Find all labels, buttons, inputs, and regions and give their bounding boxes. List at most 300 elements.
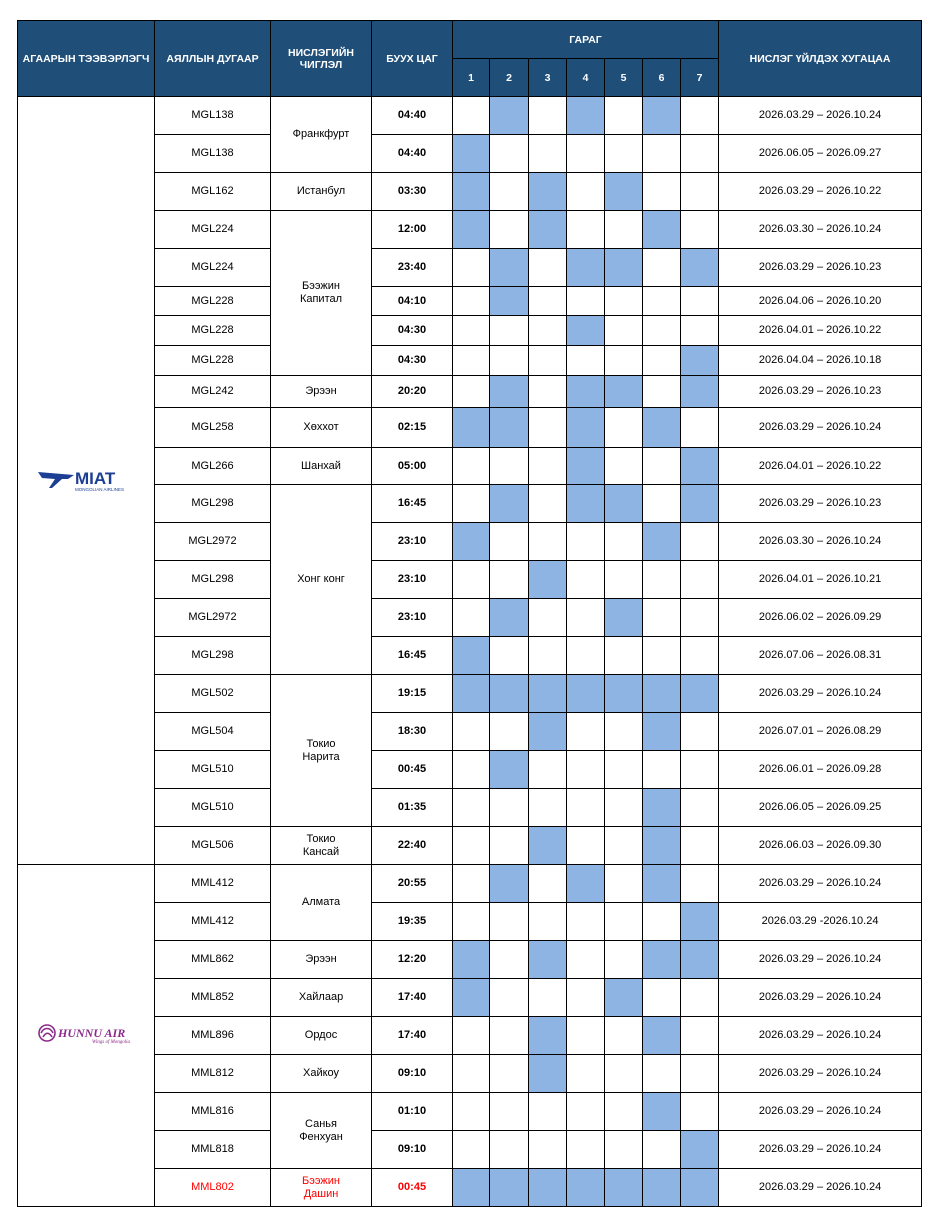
operating-period-cell: 2026.03.29 – 2026.10.22 bbox=[719, 173, 922, 211]
arrival-time-cell: 23:10 bbox=[372, 523, 453, 561]
weekday-4-cell bbox=[567, 523, 605, 561]
day-header: 5 bbox=[605, 59, 643, 97]
flight-number-cell: MML802 bbox=[155, 1169, 271, 1207]
weekday-7-cell bbox=[681, 376, 719, 408]
arrival-time-cell: 09:10 bbox=[372, 1055, 453, 1093]
weekday-2-cell bbox=[490, 1169, 529, 1207]
weekday-1-cell bbox=[453, 675, 490, 713]
weekday-1-cell bbox=[453, 1017, 490, 1055]
col-header-dep-time: БУУХ ЦАГ bbox=[372, 21, 453, 97]
weekday-3-cell bbox=[529, 1093, 567, 1131]
weekday-5-cell bbox=[605, 865, 643, 903]
weekday-3-cell bbox=[529, 448, 567, 485]
weekday-2-cell bbox=[490, 1017, 529, 1055]
weekday-2-cell bbox=[490, 561, 529, 599]
weekday-6-cell bbox=[643, 979, 681, 1017]
destination-label: Бээжин Дашин bbox=[301, 1174, 341, 1200]
weekday-6-cell bbox=[643, 249, 681, 287]
weekday-4-cell bbox=[567, 346, 605, 376]
weekday-6-cell bbox=[643, 448, 681, 485]
operating-period-cell: 2026.06.05 – 2026.09.27 bbox=[719, 135, 922, 173]
weekday-5-cell bbox=[605, 1169, 643, 1207]
col-header-route: НИСЛЭГИЙН ЧИГЛЭЛ bbox=[271, 21, 372, 97]
weekday-5-cell bbox=[605, 903, 643, 941]
arrival-time-cell: 04:40 bbox=[372, 97, 453, 135]
operating-period-cell: 2026.03.29 – 2026.10.24 bbox=[719, 1169, 922, 1207]
arrival-time-cell: 03:30 bbox=[372, 173, 453, 211]
flight-number-cell: MGL228 bbox=[155, 287, 271, 316]
weekday-6-cell bbox=[643, 941, 681, 979]
weekday-5-cell bbox=[605, 448, 643, 485]
weekday-1-cell bbox=[453, 1131, 490, 1169]
weekday-2-cell bbox=[490, 287, 529, 316]
hunnu-air-logo bbox=[36, 1022, 136, 1050]
arrival-time-cell: 02:15 bbox=[372, 408, 453, 448]
arrival-time-cell: 18:30 bbox=[372, 713, 453, 751]
weekday-1-cell bbox=[453, 979, 490, 1017]
destination-cell bbox=[271, 675, 372, 827]
destination-cell bbox=[271, 1169, 372, 1207]
flight-number-cell: MML862 bbox=[155, 941, 271, 979]
weekday-4-cell bbox=[567, 561, 605, 599]
weekday-5-cell bbox=[605, 561, 643, 599]
weekday-1-cell bbox=[453, 376, 490, 408]
weekday-7-cell bbox=[681, 637, 719, 675]
weekday-5-cell bbox=[605, 249, 643, 287]
flight-number-cell: MGL138 bbox=[155, 135, 271, 173]
weekday-4-cell bbox=[567, 1131, 605, 1169]
arrival-time-cell: 00:45 bbox=[372, 751, 453, 789]
destination-label: Санья Фенхуан bbox=[299, 1117, 343, 1143]
operating-period-cell: 2026.03.29 – 2026.10.24 bbox=[719, 675, 922, 713]
arrival-time-cell: 17:40 bbox=[372, 979, 453, 1017]
operating-period-cell: 2026.04.01 – 2026.10.22 bbox=[719, 316, 922, 346]
weekday-3-cell bbox=[529, 561, 567, 599]
weekday-3-cell bbox=[529, 637, 567, 675]
flight-number-cell: MGL504 bbox=[155, 713, 271, 751]
hunnu-wordmark: HUNNU AIR bbox=[58, 1025, 126, 1040]
destination-cell bbox=[271, 1093, 372, 1169]
destination-cell bbox=[271, 408, 372, 448]
day-header: 6 bbox=[643, 59, 681, 97]
weekday-5-cell bbox=[605, 637, 643, 675]
weekday-3-cell bbox=[529, 827, 567, 865]
destination-label: Хайкоу bbox=[302, 1067, 340, 1079]
weekday-6-cell bbox=[643, 903, 681, 941]
weekday-7-cell bbox=[681, 827, 719, 865]
weekday-6-cell bbox=[643, 713, 681, 751]
destination-label: Токио Кансай bbox=[302, 832, 340, 858]
weekday-6-cell bbox=[643, 1017, 681, 1055]
weekday-7-cell bbox=[681, 316, 719, 346]
weekday-3-cell bbox=[529, 1131, 567, 1169]
destination-cell bbox=[271, 485, 372, 675]
weekday-3-cell bbox=[529, 1017, 567, 1055]
weekday-6-cell bbox=[643, 485, 681, 523]
weekday-5-cell bbox=[605, 979, 643, 1017]
weekday-2-cell bbox=[490, 346, 529, 376]
weekday-3-cell bbox=[529, 599, 567, 637]
weekday-4-cell bbox=[567, 941, 605, 979]
weekday-7-cell bbox=[681, 1131, 719, 1169]
weekday-4-cell bbox=[567, 599, 605, 637]
flight-number-cell: MGL224 bbox=[155, 249, 271, 287]
weekday-7-cell bbox=[681, 561, 719, 599]
weekday-6-cell bbox=[643, 561, 681, 599]
flight-number-cell: MGL266 bbox=[155, 448, 271, 485]
weekday-6-cell bbox=[643, 376, 681, 408]
arrival-time-cell: 04:30 bbox=[372, 316, 453, 346]
operating-period-cell: 2026.04.04 – 2026.10.18 bbox=[719, 346, 922, 376]
destination-cell bbox=[271, 97, 372, 173]
weekday-5-cell bbox=[605, 211, 643, 249]
weekday-4-cell bbox=[567, 789, 605, 827]
miat-logo bbox=[36, 466, 136, 496]
flight-number-cell: MGL224 bbox=[155, 211, 271, 249]
weekday-1-cell bbox=[453, 173, 490, 211]
weekday-2-cell bbox=[490, 448, 529, 485]
flight-number-cell: MGL242 bbox=[155, 376, 271, 408]
weekday-5-cell bbox=[605, 827, 643, 865]
arrival-time-cell: 23:10 bbox=[372, 561, 453, 599]
weekday-6-cell bbox=[643, 1131, 681, 1169]
flight-number-cell: MML896 bbox=[155, 1017, 271, 1055]
weekday-7-cell bbox=[681, 287, 719, 316]
weekday-7-cell bbox=[681, 448, 719, 485]
destination-label: Хонг конг bbox=[297, 573, 345, 585]
day-header: 3 bbox=[529, 59, 567, 97]
weekday-3-cell bbox=[529, 485, 567, 523]
weekday-4-cell bbox=[567, 675, 605, 713]
arrival-time-cell: 09:10 bbox=[372, 1131, 453, 1169]
weekday-1-cell bbox=[453, 249, 490, 287]
weekday-4-cell bbox=[567, 173, 605, 211]
weekday-7-cell bbox=[681, 97, 719, 135]
operating-period-cell: 2026.03.29 – 2026.10.24 bbox=[719, 97, 922, 135]
weekday-4-cell bbox=[567, 751, 605, 789]
weekday-1-cell bbox=[453, 827, 490, 865]
weekday-1-cell bbox=[453, 941, 490, 979]
weekday-5-cell bbox=[605, 173, 643, 211]
weekday-1-cell bbox=[453, 97, 490, 135]
weekday-1-cell bbox=[453, 789, 490, 827]
weekday-2-cell bbox=[490, 941, 529, 979]
weekday-7-cell bbox=[681, 599, 719, 637]
weekday-7-cell bbox=[681, 751, 719, 789]
weekday-7-cell bbox=[681, 249, 719, 287]
arrival-time-cell: 12:00 bbox=[372, 211, 453, 249]
destination-cell bbox=[271, 376, 372, 408]
weekday-1-cell bbox=[453, 485, 490, 523]
arrival-time-cell: 01:35 bbox=[372, 789, 453, 827]
weekday-5-cell bbox=[605, 1093, 643, 1131]
weekday-2-cell bbox=[490, 408, 529, 448]
weekday-2-cell bbox=[490, 97, 529, 135]
weekday-2-cell bbox=[490, 1093, 529, 1131]
weekday-5-cell bbox=[605, 97, 643, 135]
operating-period-cell: 2026.03.29 -2026.10.24 bbox=[719, 903, 922, 941]
destination-cell bbox=[271, 941, 372, 979]
weekday-3-cell bbox=[529, 408, 567, 448]
destination-label: Эрээн bbox=[305, 953, 337, 965]
weekday-4-cell bbox=[567, 97, 605, 135]
weekday-5-cell bbox=[605, 408, 643, 448]
weekday-4-cell bbox=[567, 1093, 605, 1131]
operating-period-cell: 2026.07.01 – 2026.08.29 bbox=[719, 713, 922, 751]
airline-cell-hunnu bbox=[18, 865, 155, 1207]
weekday-4-cell bbox=[567, 376, 605, 408]
weekday-7-cell bbox=[681, 485, 719, 523]
weekday-4-cell bbox=[567, 287, 605, 316]
weekday-2-cell bbox=[490, 599, 529, 637]
destination-label: Бээжин Капитал bbox=[299, 280, 343, 305]
weekday-7-cell bbox=[681, 173, 719, 211]
weekday-2-cell bbox=[490, 1131, 529, 1169]
destination-cell bbox=[271, 1055, 372, 1093]
flight-number-cell: MGL298 bbox=[155, 637, 271, 675]
weekday-6-cell bbox=[643, 211, 681, 249]
weekday-5-cell bbox=[605, 941, 643, 979]
destination-cell bbox=[271, 979, 372, 1017]
operating-period-cell: 2026.03.29 – 2026.10.23 bbox=[719, 249, 922, 287]
weekday-3-cell bbox=[529, 903, 567, 941]
arrival-time-cell: 04:40 bbox=[372, 135, 453, 173]
weekday-5-cell bbox=[605, 316, 643, 346]
weekday-3-cell bbox=[529, 376, 567, 408]
destination-label: Хөххот bbox=[303, 421, 339, 433]
arrival-time-cell: 20:55 bbox=[372, 865, 453, 903]
flight-number-cell: MGL510 bbox=[155, 751, 271, 789]
operating-period-cell: 2026.03.29 – 2026.10.24 bbox=[719, 1131, 922, 1169]
weekday-4-cell bbox=[567, 903, 605, 941]
weekday-4-cell bbox=[567, 1055, 605, 1093]
weekday-4-cell bbox=[567, 713, 605, 751]
table-row bbox=[18, 865, 922, 903]
flight-number-cell: MGL2972 bbox=[155, 599, 271, 637]
weekday-6-cell bbox=[643, 408, 681, 448]
operating-period-cell: 2026.03.30 – 2026.10.24 bbox=[719, 211, 922, 249]
operating-period-cell: 2026.03.29 – 2026.10.24 bbox=[719, 941, 922, 979]
hunnu-subtitle: Wings of Mongolia bbox=[92, 1039, 131, 1045]
flight-number-cell: MML818 bbox=[155, 1131, 271, 1169]
weekday-6-cell bbox=[643, 637, 681, 675]
weekday-6-cell bbox=[643, 346, 681, 376]
weekday-1-cell bbox=[453, 637, 490, 675]
weekday-2-cell bbox=[490, 523, 529, 561]
weekday-2-cell bbox=[490, 211, 529, 249]
arrival-time-cell: 19:35 bbox=[372, 903, 453, 941]
weekday-1-cell bbox=[453, 865, 490, 903]
weekday-6-cell bbox=[643, 523, 681, 561]
weekday-4-cell bbox=[567, 135, 605, 173]
weekday-6-cell bbox=[643, 751, 681, 789]
weekday-7-cell bbox=[681, 865, 719, 903]
weekday-7-cell bbox=[681, 523, 719, 561]
operating-period-cell: 2026.03.29 – 2026.10.24 bbox=[719, 1093, 922, 1131]
weekday-3-cell bbox=[529, 789, 567, 827]
weekday-3-cell bbox=[529, 1055, 567, 1093]
weekday-6-cell bbox=[643, 173, 681, 211]
arrival-time-cell: 16:45 bbox=[372, 637, 453, 675]
weekday-2-cell bbox=[490, 316, 529, 346]
weekday-4-cell bbox=[567, 408, 605, 448]
weekday-4-cell bbox=[567, 637, 605, 675]
weekday-2-cell bbox=[490, 1055, 529, 1093]
weekday-7-cell bbox=[681, 941, 719, 979]
operating-period-cell: 2026.06.02 – 2026.09.29 bbox=[719, 599, 922, 637]
destination-cell bbox=[271, 448, 372, 485]
operating-period-cell: 2026.03.29 – 2026.10.24 bbox=[719, 1055, 922, 1093]
flight-number-cell: MGL2972 bbox=[155, 523, 271, 561]
airline-cell-miat bbox=[18, 97, 155, 865]
flight-number-cell: MML816 bbox=[155, 1093, 271, 1131]
weekday-6-cell bbox=[643, 865, 681, 903]
operating-period-cell: 2026.04.01 – 2026.10.21 bbox=[719, 561, 922, 599]
weekday-5-cell bbox=[605, 523, 643, 561]
weekday-6-cell bbox=[643, 287, 681, 316]
weekday-4-cell bbox=[567, 249, 605, 287]
weekday-2-cell bbox=[490, 903, 529, 941]
weekday-6-cell bbox=[643, 675, 681, 713]
operating-period-cell: 2026.06.05 – 2026.09.25 bbox=[719, 789, 922, 827]
destination-label: Франкфурт bbox=[292, 128, 350, 140]
arrival-time-cell: 20:20 bbox=[372, 376, 453, 408]
weekday-2-cell bbox=[490, 713, 529, 751]
flight-number-cell: MGL138 bbox=[155, 97, 271, 135]
arrival-time-cell: 12:20 bbox=[372, 941, 453, 979]
weekday-1-cell bbox=[453, 523, 490, 561]
weekday-1-cell bbox=[453, 346, 490, 376]
day-header: 1 bbox=[453, 59, 490, 97]
weekday-1-cell bbox=[453, 1055, 490, 1093]
weekday-1-cell bbox=[453, 599, 490, 637]
weekday-1-cell bbox=[453, 561, 490, 599]
weekday-7-cell bbox=[681, 135, 719, 173]
operating-period-cell: 2026.04.06 – 2026.10.20 bbox=[719, 287, 922, 316]
weekday-3-cell bbox=[529, 865, 567, 903]
flight-number-cell: MGL228 bbox=[155, 346, 271, 376]
weekday-7-cell bbox=[681, 789, 719, 827]
weekday-3-cell bbox=[529, 316, 567, 346]
weekday-3-cell bbox=[529, 135, 567, 173]
weekday-7-cell bbox=[681, 903, 719, 941]
weekday-5-cell bbox=[605, 599, 643, 637]
day-header: 4 bbox=[567, 59, 605, 97]
arrival-time-cell: 00:45 bbox=[372, 1169, 453, 1207]
flight-schedule-table bbox=[17, 20, 922, 1207]
weekday-1-cell bbox=[453, 1169, 490, 1207]
weekday-5-cell bbox=[605, 287, 643, 316]
weekday-4-cell bbox=[567, 316, 605, 346]
weekday-5-cell bbox=[605, 713, 643, 751]
weekday-7-cell bbox=[681, 1055, 719, 1093]
flight-number-cell: MML812 bbox=[155, 1055, 271, 1093]
col-header-airline: АГААРЫН ТЭЭВЭРЛЭГЧ bbox=[18, 21, 155, 97]
weekday-7-cell bbox=[681, 211, 719, 249]
weekday-7-cell bbox=[681, 346, 719, 376]
col-header-period: НИСЛЭГ ҮЙЛДЭХ ХУГАЦАА bbox=[719, 21, 922, 97]
flight-number-cell: MGL162 bbox=[155, 173, 271, 211]
destination-cell bbox=[271, 173, 372, 211]
destination-label: Эрээн bbox=[305, 385, 337, 397]
destination-cell bbox=[271, 827, 372, 865]
weekday-7-cell bbox=[681, 979, 719, 1017]
col-header-flight-no: АЯЛЛЫН ДУГААР bbox=[155, 21, 271, 97]
weekday-4-cell bbox=[567, 1169, 605, 1207]
weekday-4-cell bbox=[567, 1017, 605, 1055]
weekday-5-cell bbox=[605, 485, 643, 523]
weekday-2-cell bbox=[490, 249, 529, 287]
weekday-5-cell bbox=[605, 751, 643, 789]
weekday-7-cell bbox=[681, 408, 719, 448]
flight-number-cell: MGL298 bbox=[155, 485, 271, 523]
weekday-5-cell bbox=[605, 1017, 643, 1055]
weekday-2-cell bbox=[490, 485, 529, 523]
operating-period-cell: 2026.03.29 – 2026.10.24 bbox=[719, 408, 922, 448]
weekday-4-cell bbox=[567, 448, 605, 485]
weekday-5-cell bbox=[605, 135, 643, 173]
weekday-3-cell bbox=[529, 249, 567, 287]
weekday-5-cell bbox=[605, 376, 643, 408]
weekday-6-cell bbox=[643, 1055, 681, 1093]
weekday-2-cell bbox=[490, 376, 529, 408]
destination-cell bbox=[271, 865, 372, 941]
weekday-5-cell bbox=[605, 789, 643, 827]
weekday-3-cell bbox=[529, 523, 567, 561]
weekday-7-cell bbox=[681, 1169, 719, 1207]
miat-wordmark: MIAT bbox=[75, 468, 116, 488]
weekday-6-cell bbox=[643, 789, 681, 827]
day-header: 7 bbox=[681, 59, 719, 97]
destination-label: Ордос bbox=[304, 1029, 338, 1041]
weekday-3-cell bbox=[529, 713, 567, 751]
weekday-1-cell bbox=[453, 448, 490, 485]
operating-period-cell: 2026.04.01 – 2026.10.22 bbox=[719, 448, 922, 485]
arrival-time-cell: 05:00 bbox=[372, 448, 453, 485]
table-row bbox=[18, 97, 922, 135]
arrival-time-cell: 16:45 bbox=[372, 485, 453, 523]
arrival-time-cell: 17:40 bbox=[372, 1017, 453, 1055]
weekday-3-cell bbox=[529, 675, 567, 713]
operating-period-cell: 2026.03.29 – 2026.10.24 bbox=[719, 1017, 922, 1055]
weekday-3-cell bbox=[529, 1169, 567, 1207]
weekday-2-cell bbox=[490, 135, 529, 173]
flight-number-cell: MML852 bbox=[155, 979, 271, 1017]
arrival-time-cell: 19:15 bbox=[372, 675, 453, 713]
weekday-2-cell bbox=[490, 789, 529, 827]
weekday-6-cell bbox=[643, 135, 681, 173]
destination-label: Шанхай bbox=[301, 459, 341, 472]
weekday-3-cell bbox=[529, 979, 567, 1017]
flight-number-cell: MGL258 bbox=[155, 408, 271, 448]
weekday-1-cell bbox=[453, 903, 490, 941]
weekday-6-cell bbox=[643, 599, 681, 637]
operating-period-cell: 2026.03.30 – 2026.10.24 bbox=[719, 523, 922, 561]
weekday-3-cell bbox=[529, 211, 567, 249]
weekday-3-cell bbox=[529, 751, 567, 789]
weekday-1-cell bbox=[453, 287, 490, 316]
arrival-time-cell: 04:30 bbox=[372, 346, 453, 376]
weekday-4-cell bbox=[567, 865, 605, 903]
weekday-3-cell bbox=[529, 346, 567, 376]
flight-number-cell: MGL298 bbox=[155, 561, 271, 599]
hunnu-emblem-icon bbox=[39, 1025, 55, 1041]
weekday-2-cell bbox=[490, 979, 529, 1017]
weekday-6-cell bbox=[643, 1093, 681, 1131]
weekday-7-cell bbox=[681, 1017, 719, 1055]
weekday-6-cell bbox=[643, 827, 681, 865]
arrival-time-cell: 23:10 bbox=[372, 599, 453, 637]
